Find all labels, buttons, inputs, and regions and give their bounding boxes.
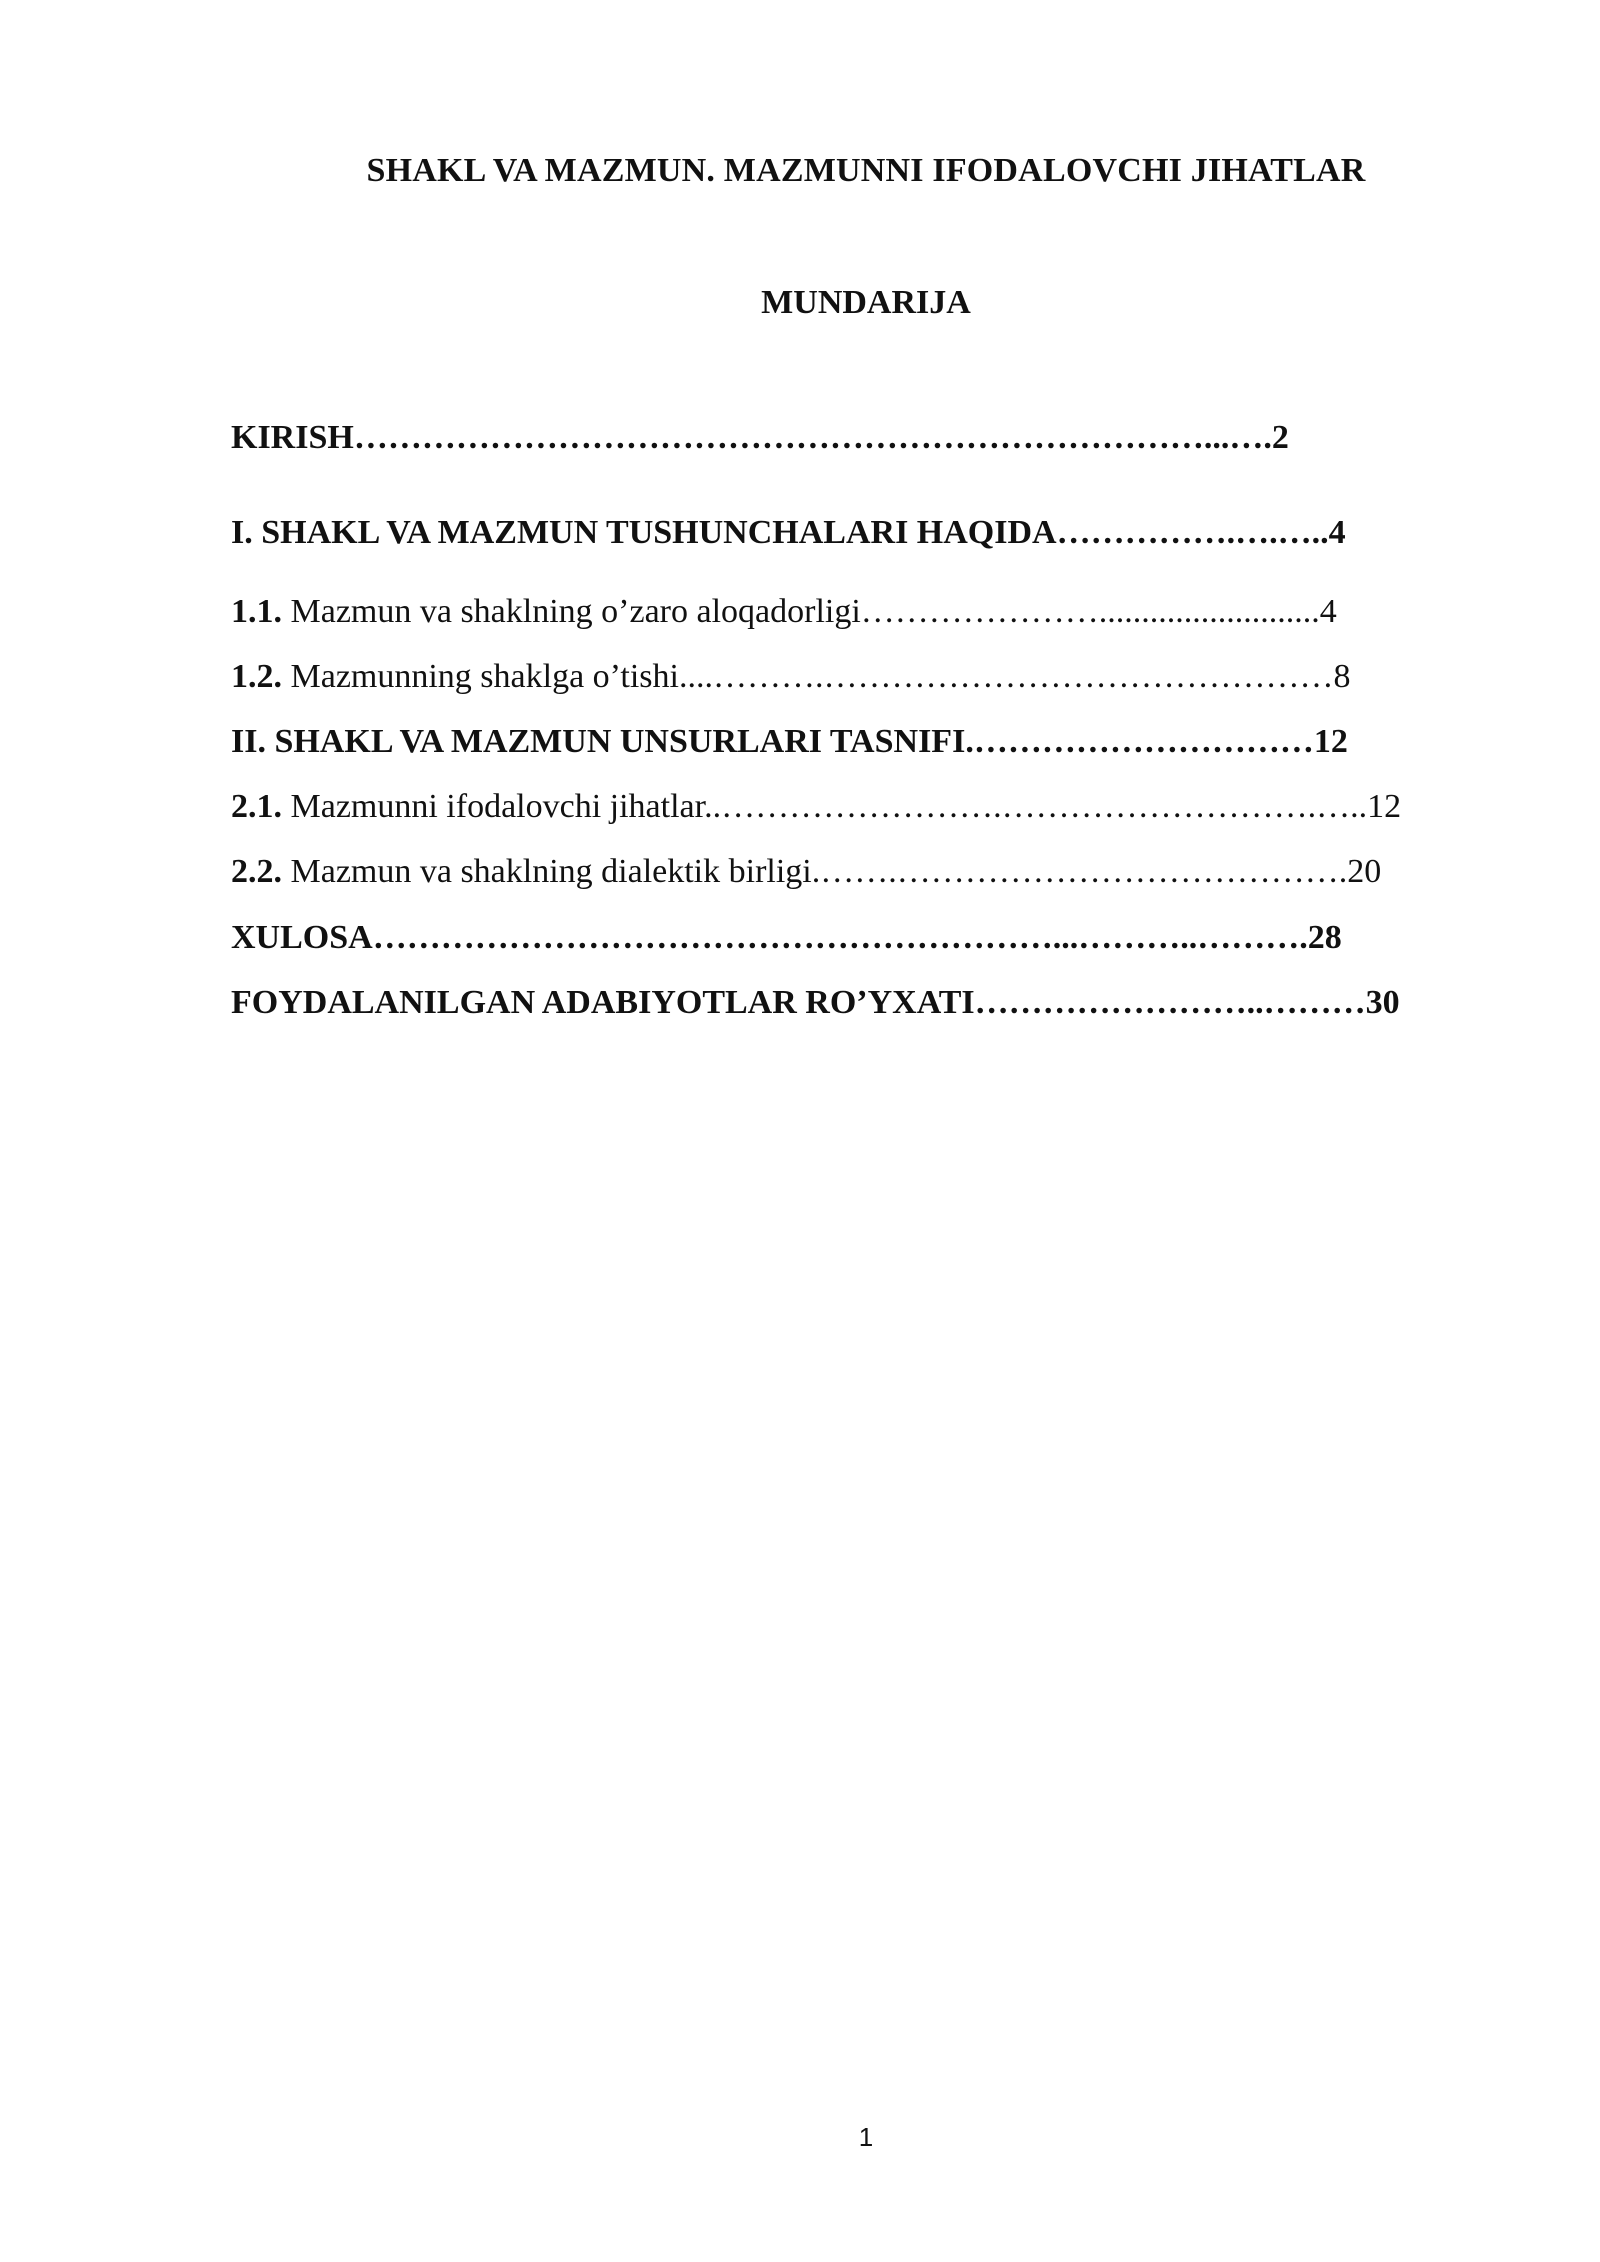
toc-entry-title: Mazmun va shaklning dialektik birligi — [282, 853, 812, 890]
toc-entry-number: 1.2. — [231, 658, 282, 695]
toc-entry-leader: ..…………………….……………………….….. — [704, 788, 1368, 825]
toc-entry-leader: .………………………… — [965, 723, 1314, 760]
toc-entry-number: 2.1. — [231, 788, 282, 825]
toc-entry-kirish[interactable] — [231, 418, 1289, 458]
toc-entry-number: 1.1. — [231, 593, 282, 630]
toc-entry-page: 30 — [1365, 984, 1400, 1021]
toc-entry-title: Mazmunning shaklga o’tishi — [282, 658, 679, 695]
toc-entry-page: 12 — [1367, 788, 1402, 825]
page-number: 1 — [858, 2122, 874, 2152]
toc-entry-section-1-2[interactable] — [231, 657, 1350, 697]
toc-entry-leader: .…….…………………………………. — [811, 853, 1348, 890]
toc-heading: MUNDARIJA — [761, 284, 971, 321]
toc-entry-number: II. — [231, 723, 266, 760]
toc-entry-page: 2 — [1271, 419, 1289, 456]
toc-entry-title: Mazmun va shaklning o’zaro aloqadorligi — [282, 593, 861, 630]
toc-entry-number: 2.2. — [231, 853, 282, 890]
toc-entry-title: Mazmunni ifodalovchi jihatlar — [282, 788, 705, 825]
toc-entry-references[interactable] — [231, 983, 1400, 1023]
toc-entry-page: 4 — [1319, 593, 1337, 630]
toc-entry-leader: …………………………………………………………………...…. — [353, 419, 1272, 456]
toc-entry-title: SHAKL VA MAZMUN UNSURLARI TASNIFI — [265, 723, 966, 760]
toc-entry-xulosa[interactable] — [231, 918, 1342, 958]
toc-entry-title: SHAKL VA MAZMUN TUSHUNCHALARI HAQIDA — [252, 514, 1057, 551]
toc-entry-page: 8 — [1333, 658, 1351, 695]
toc-entry-page: 28 — [1307, 919, 1342, 956]
toc-entry-page: 4 — [1328, 514, 1346, 551]
toc-entry-leader: ……………………………………………………...………..………. — [372, 919, 1308, 956]
toc-entry-title: XULOSA — [231, 919, 373, 956]
toc-entry-title: KIRISH — [231, 419, 354, 456]
toc-entry-chapter-2[interactable] — [231, 722, 1348, 762]
toc-entry-section-2-2[interactable] — [231, 852, 1381, 892]
toc-entry-chapter-1[interactable] — [231, 513, 1346, 553]
toc-entry-section-2-1[interactable] — [231, 787, 1401, 827]
document-title: SHAKL VA MAZMUN. MAZMUNNI IFODALOVCHI JIHATLAR — [366, 152, 1366, 189]
toc-entry-title: FOYDALANILGAN ADABIYOTLAR RO’YXATI — [231, 984, 975, 1021]
toc-entry-section-1-1[interactable] — [231, 592, 1337, 632]
toc-entry-number: I. — [231, 514, 253, 551]
toc-entry-leader: …………….….….. — [1056, 514, 1329, 551]
toc-entry-page: 12 — [1313, 723, 1348, 760]
toc-entry-leader: ....……….……………………………………… — [678, 658, 1334, 695]
toc-entry-leader: ……………………..……… — [974, 984, 1366, 1021]
toc-entry-page: 20 — [1347, 853, 1382, 890]
toc-entry-leader: ………………….......................... — [860, 593, 1320, 630]
